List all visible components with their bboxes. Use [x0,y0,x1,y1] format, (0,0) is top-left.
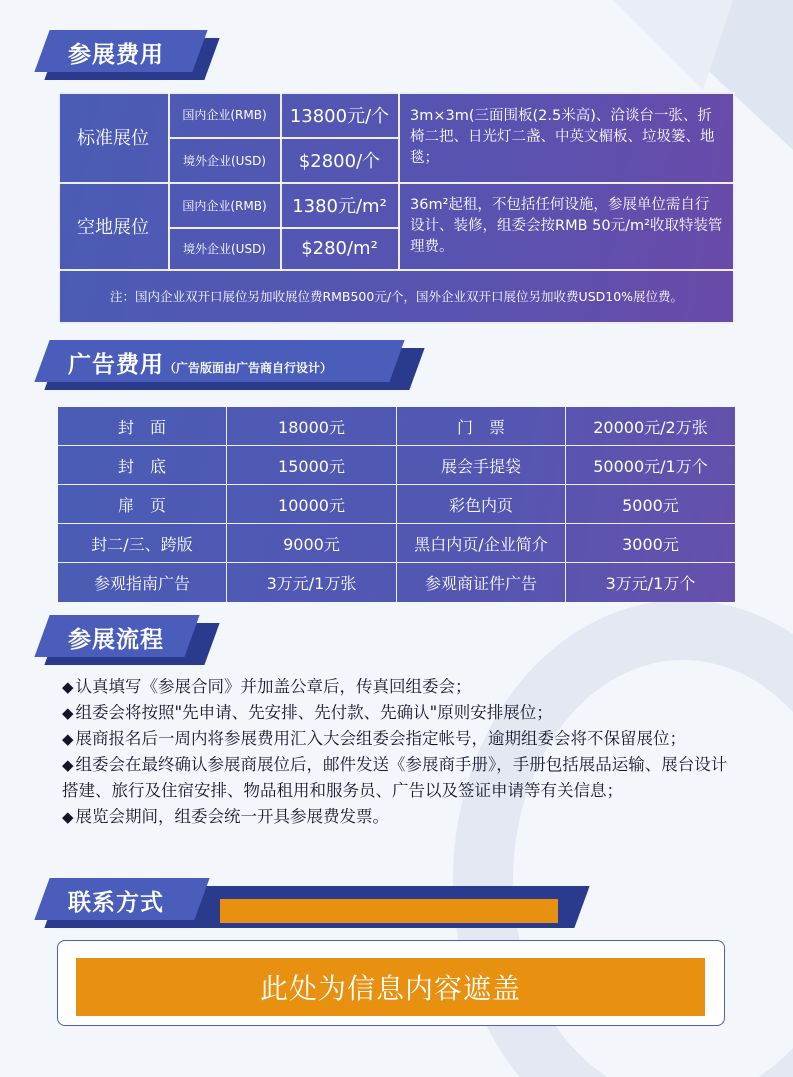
contact-mask-bar [220,899,558,923]
ad-item-name: 扉 页 [58,485,227,524]
diamond-bullet-icon: ◆ [62,756,74,774]
background-triangle-small [613,0,733,90]
fee-note: 注：国内企业双开口展位另加收展位费RMB500元/个，国外企业双开口展位另加收费USD10%展位费。 [109,289,684,304]
fee-price-raw-domestic: 1380元/m² [292,196,387,217]
process-list [62,674,732,830]
ad-item-price: 3万元/1万个 [605,574,696,593]
ad-item-price: 9000元 [227,524,397,563]
process-item-text: 认真填写《参展合同》并加盖公章后，传真回组委会； [75,677,472,696]
contact-info-mask: 此处为信息内容遮盖 [76,958,705,1016]
ad-item-price: 18000元 [227,407,397,446]
ad-item-name: 参观指南广告 [58,563,227,602]
fee-label-foreign: 境外企业(USD) [182,153,266,168]
diamond-bullet-icon: ◆ [62,808,74,826]
process-item-text: 组委会将按照"先申请、先安排、先付款、先确认"原则安排展位； [75,703,553,722]
section-subtitle-ads: （广告版面由广告商自行设计） [164,361,333,375]
process-item [62,752,732,804]
fee-label-domestic: 国内企业(RMB) [182,198,267,213]
ad-item-name: 展会手提袋 [397,446,566,485]
process-item [62,674,732,700]
section-header-fees [42,30,212,80]
ad-item-price: 20000元/2万张 [566,407,735,446]
fee-price-standard-domestic: 13800元/个 [289,105,390,127]
ad-item-price: 3万元/1万张 [227,563,397,602]
ad-item-price: 50000元/1万个 [566,446,735,485]
ad-item-price: 5000元 [566,485,735,524]
section-header-ads [42,340,417,390]
fee-label-foreign: 境外企业(USD) [182,242,266,256]
process-item-text: 展览会期间，组委会统一开具参展费发票。 [75,807,390,826]
fee-category-raw: 空地展位 [77,217,149,238]
ad-item-name: 门 票 [397,407,566,446]
process-item [62,726,732,752]
section-title-contact: 联系方式 [68,890,164,916]
ad-item-price: 10000元 [227,485,397,524]
ad-item-price: 15000元 [227,446,397,485]
ad-item-name: 封二/三、跨版 [58,524,227,563]
ad-item-name: 参观商证件广告 [397,563,566,602]
process-item [62,804,732,830]
ad-price-table [58,407,735,602]
ad-item-price: 3000元 [566,524,735,563]
ad-item-name: 黑白内页/企业简介 [397,524,566,563]
fee-desc-raw: 36m²起租，不包括任何设施，参展单位需自行设计、装修，组委会按RMB 50元/m²收取特装管理费。 [410,196,723,255]
fee-desc-standard: 3m×3m(三面围板(2.5米高)、洽谈台一张、折椅二把、日光灯二盏、中英文楣板、垃圾篓、地毯； [410,107,715,166]
ad-item-name: 封 底 [58,446,227,485]
section-title-ads [68,346,332,379]
process-item-text: 展商报名后一周内将参展费用汇入大会组委会指定帐号，逾期组委会将不保留展位； [75,729,687,748]
ad-item-name: 彩色内页 [397,485,566,524]
section-title-process: 参展流程 [68,627,164,653]
section-title-ads-text: 广告费用 [68,352,164,378]
process-item-text: 组委会在最终确认参展商展位后，邮件发送《参展商手册》，手册包括展品运输、展台设计搭建、旅行及住宿安排、物品租用和服务员、广告以及签证申请等有关信息； [62,755,728,800]
fee-category-standard: 标准展位 [77,128,149,149]
fee-label-domestic: 国内企业(RMB) [182,108,267,122]
diamond-bullet-icon: ◆ [62,704,74,722]
ad-item-name: 封 面 [58,407,227,446]
diamond-bullet-icon: ◆ [62,678,74,696]
fee-price-standard-foreign: $2800/个 [298,151,381,172]
diamond-bullet-icon: ◆ [62,730,74,748]
section-header-process [42,615,212,665]
fee-price-raw-foreign: $280/m² [301,238,378,259]
section-title-fees: 参展费用 [68,42,164,68]
process-item [62,700,732,726]
fee-table [58,92,735,324]
